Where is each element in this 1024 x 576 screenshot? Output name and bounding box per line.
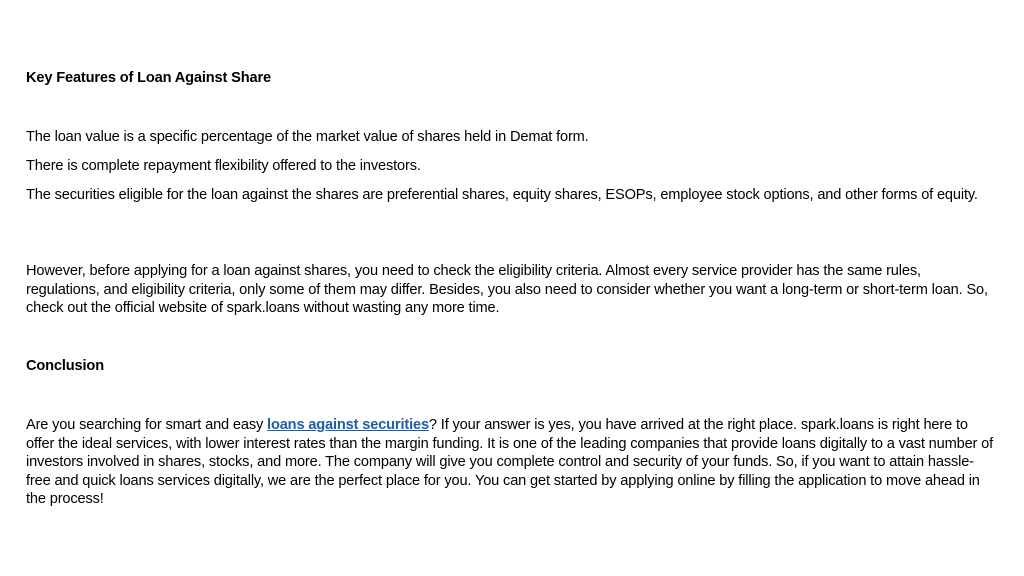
feature-repayment-flexibility: There is complete repayment flexibility offered to the investors. [26, 158, 421, 174]
feature-eligible-securities: The securities eligible for the loan against the shares are preferential shares, equity shares, ESOPs, employee stock options, and other forms of equity. [26, 187, 978, 203]
heading-key-features: Key Features of Loan Against Share [26, 70, 271, 86]
paragraph-eligibility: However, before applying for a loan against shares, you need to check the eligibility criteria. Almost every service provider has the same rules, regulations, and eligibility criteria, only some of them may differ. Besides, you also need to consider whether you want a long-term or short-term loan. So, check out the official website of spark.loans without wasting any more time. [26, 263, 988, 317]
loans-against-securities-link[interactable]: loans against securities [267, 417, 429, 433]
document-slide [26, 0, 998, 576]
conclusion-text-before-link: Are you searching for smart and easy [26, 417, 268, 433]
conclusion-text-after-link: ? If your answer is yes, you have arrived at the right place. spark.loans is right here to offer the ideal services, with lower interest rates than the margin funding. It is one of the leading companies that provide loans digitally to a vast number of investors involved in shares, stocks, and more. The company will give you complete control and security of your funds. So, if you want to attain hassle-free and quick loans services digitally, we are the perfect place for you. You can get started by applying online by filling the application to move ahead in the process! [26, 417, 994, 508]
feature-loan-value: The loan value is a specific percentage of the market value of shares held in Demat form. [26, 129, 589, 145]
paragraph-conclusion [26, 416, 998, 509]
heading-conclusion: Conclusion [26, 358, 104, 374]
